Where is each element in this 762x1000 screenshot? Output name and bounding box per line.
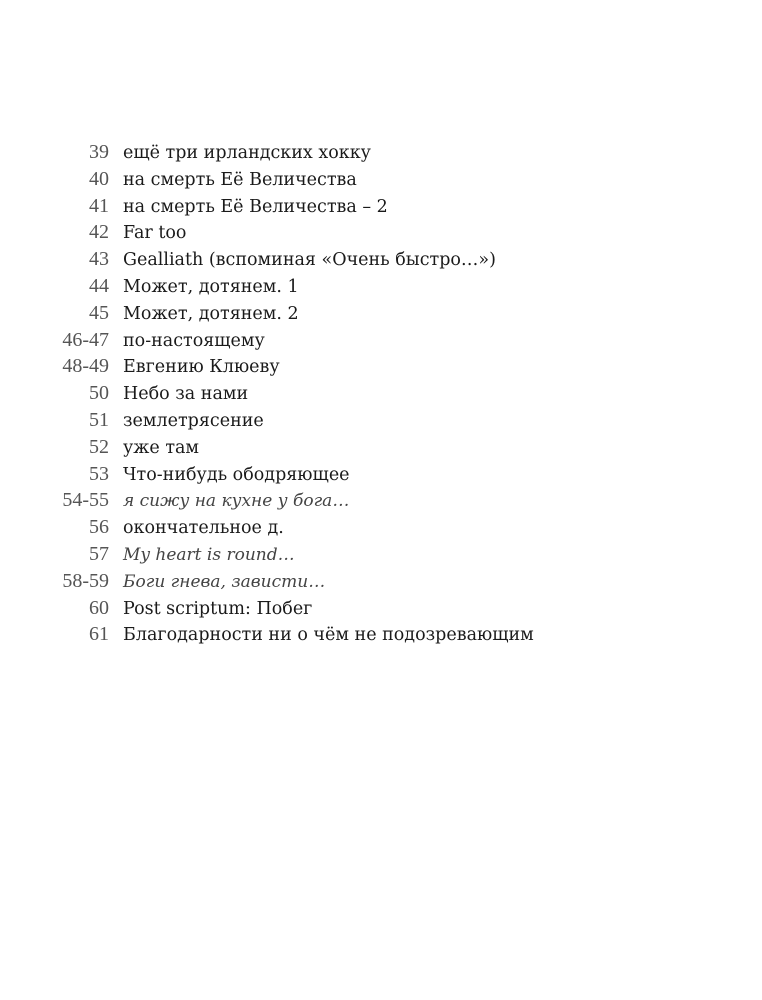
toc-entry (0, 621, 762, 648)
toc-title: Что-нибудь ободряющее (123, 464, 350, 485)
toc-entry (0, 541, 762, 568)
toc-title: Боги гнева, зависти… (123, 571, 326, 592)
toc-page-number: 42 (89, 221, 109, 244)
toc-page-number: 61 (89, 623, 109, 646)
toc-title: окончательное д. (123, 518, 284, 539)
toc-title: Евгению Клюеву (123, 357, 280, 378)
toc-page-number: 56 (89, 516, 109, 539)
toc-page-number: 51 (89, 408, 109, 431)
toc-entry (0, 273, 762, 300)
toc-page-number: 44 (89, 274, 109, 297)
toc-entry (0, 193, 762, 220)
toc-page-number: 54-55 (62, 489, 109, 512)
toc-title: Post scriptum: Побег (123, 598, 313, 619)
toc-entry (0, 568, 762, 595)
toc-entry (0, 595, 762, 622)
toc-title: My heart is round… (123, 544, 295, 565)
toc-title: Gealliath (вспоминая «Очень быстро…») (123, 250, 496, 271)
toc-title: землетрясение (123, 410, 264, 431)
toc-entry (0, 514, 762, 541)
toc-title: Far too (123, 223, 187, 244)
toc-page-number: 57 (89, 542, 109, 565)
toc-entry (0, 300, 762, 327)
toc-page-number: 50 (89, 382, 109, 405)
toc-title: на смерть Её Величества (123, 169, 357, 190)
toc-title: Благодарности ни о чём не подозревающим (123, 625, 534, 646)
toc-entry (0, 380, 762, 407)
toc-page-number: 43 (89, 248, 109, 271)
toc-title: Небо за нами (123, 384, 249, 405)
toc-page-number: 41 (89, 194, 109, 217)
toc-page-number: 40 (89, 167, 109, 190)
toc-page-number: 60 (89, 596, 109, 619)
toc-entry (0, 327, 762, 354)
toc-entry (0, 219, 762, 246)
toc-entry (0, 487, 762, 514)
toc-title: ещё три ирландских хокку (123, 143, 371, 163)
toc-page-number: 46-47 (62, 328, 109, 351)
toc-entry (0, 461, 762, 488)
toc-page-number: 45 (89, 301, 109, 324)
toc-page-number: 58-59 (62, 569, 109, 592)
toc-title: Может, дотянем. 1 (123, 276, 299, 297)
toc-title: по-настоящему (123, 330, 265, 351)
toc-entry (0, 246, 762, 273)
toc-entry (0, 353, 762, 380)
toc-title: уже там (123, 437, 200, 458)
toc-title: на смерть Её Величества – 2 (123, 196, 388, 217)
toc-page-number: 52 (89, 435, 109, 458)
toc-page-number: 39 (89, 141, 109, 163)
toc-entry (0, 166, 762, 193)
toc-entry (0, 407, 762, 434)
toc-page-number: 53 (89, 462, 109, 485)
toc-title: я сижу на кухне у бога… (123, 491, 350, 512)
toc-entry (0, 434, 762, 461)
toc-entry (0, 139, 762, 166)
table-of-contents (0, 139, 762, 648)
toc-page-number: 48-49 (62, 355, 109, 378)
toc-title: Может, дотянем. 2 (123, 303, 299, 324)
